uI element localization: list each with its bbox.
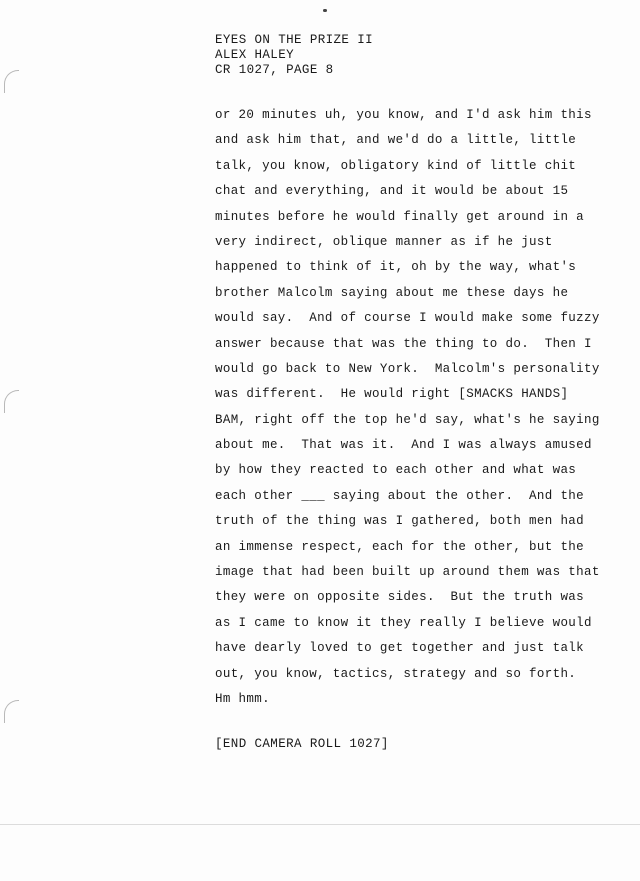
- ink-speck: [323, 9, 327, 12]
- transcript-line: brother Malcolm saying about me these days he: [215, 285, 569, 300]
- transcript-line: an immense respect, each for the other, but the: [215, 539, 585, 554]
- transcript-line: BAM, right off the top he'd say, what's he saying: [215, 412, 600, 427]
- header-roll-page: CR 1027, PAGE 8: [215, 63, 334, 77]
- transcript-line: or 20 minutes uh, you know, and I'd ask him this: [215, 108, 592, 122]
- binder-hole-mark: [4, 390, 19, 413]
- end-roll-marker: [END CAMERA ROLL 1027]: [215, 737, 389, 751]
- document-header: [215, 33, 373, 78]
- header-title: EYES ON THE PRIZE II: [215, 33, 374, 47]
- binder-hole-mark: [4, 70, 19, 93]
- transcript-line: chat and everything, and it would be about 15: [215, 184, 569, 199]
- page-edge-divider: [0, 824, 640, 825]
- binder-hole-mark: [4, 700, 19, 723]
- transcript-body: [215, 103, 615, 712]
- header-speaker: ALEX HALEY: [215, 48, 295, 62]
- transcript-line: out, you know, tactics, strategy and so forth.: [215, 666, 577, 681]
- transcript-line: by how they reacted to each other and what was: [215, 463, 577, 478]
- transcript-line: talk, you know, obligatory kind of little chit: [215, 158, 577, 173]
- transcript-line: have dearly loved to get together and just talk: [215, 641, 585, 656]
- transcript-line: very indirect, oblique manner as if he just: [215, 234, 553, 249]
- transcript-line: each other ___ saying about the other. And the: [215, 488, 585, 503]
- transcript-line: minutes before he would finally get around in a: [215, 209, 585, 224]
- transcript-line: Hm hmm.: [215, 691, 270, 706]
- transcript-line: image that had been built up around them was that: [215, 565, 600, 580]
- transcript-line: would say. And of course I would make some fuzzy: [215, 311, 600, 326]
- transcript-line: would go back to New York. Malcolm's personality: [215, 361, 600, 376]
- transcript-line: about me. That was it. And I was always amused: [215, 438, 592, 453]
- transcript-line: truth of the thing was I gathered, both men had: [215, 514, 585, 529]
- transcript-line: as I came to know it they really I believe would: [215, 615, 592, 630]
- transcript-line: was different. He would right [SMACKS HANDS]: [215, 387, 569, 402]
- transcript-line: and ask him that, and we'd do a little, little: [215, 133, 577, 148]
- transcript-line: happened to think of it, oh by the way, what's: [215, 260, 577, 275]
- transcript-line: answer because that was the thing to do. Then I: [215, 336, 592, 351]
- transcript-line: they were on opposite sides. But the truth was: [215, 590, 585, 605]
